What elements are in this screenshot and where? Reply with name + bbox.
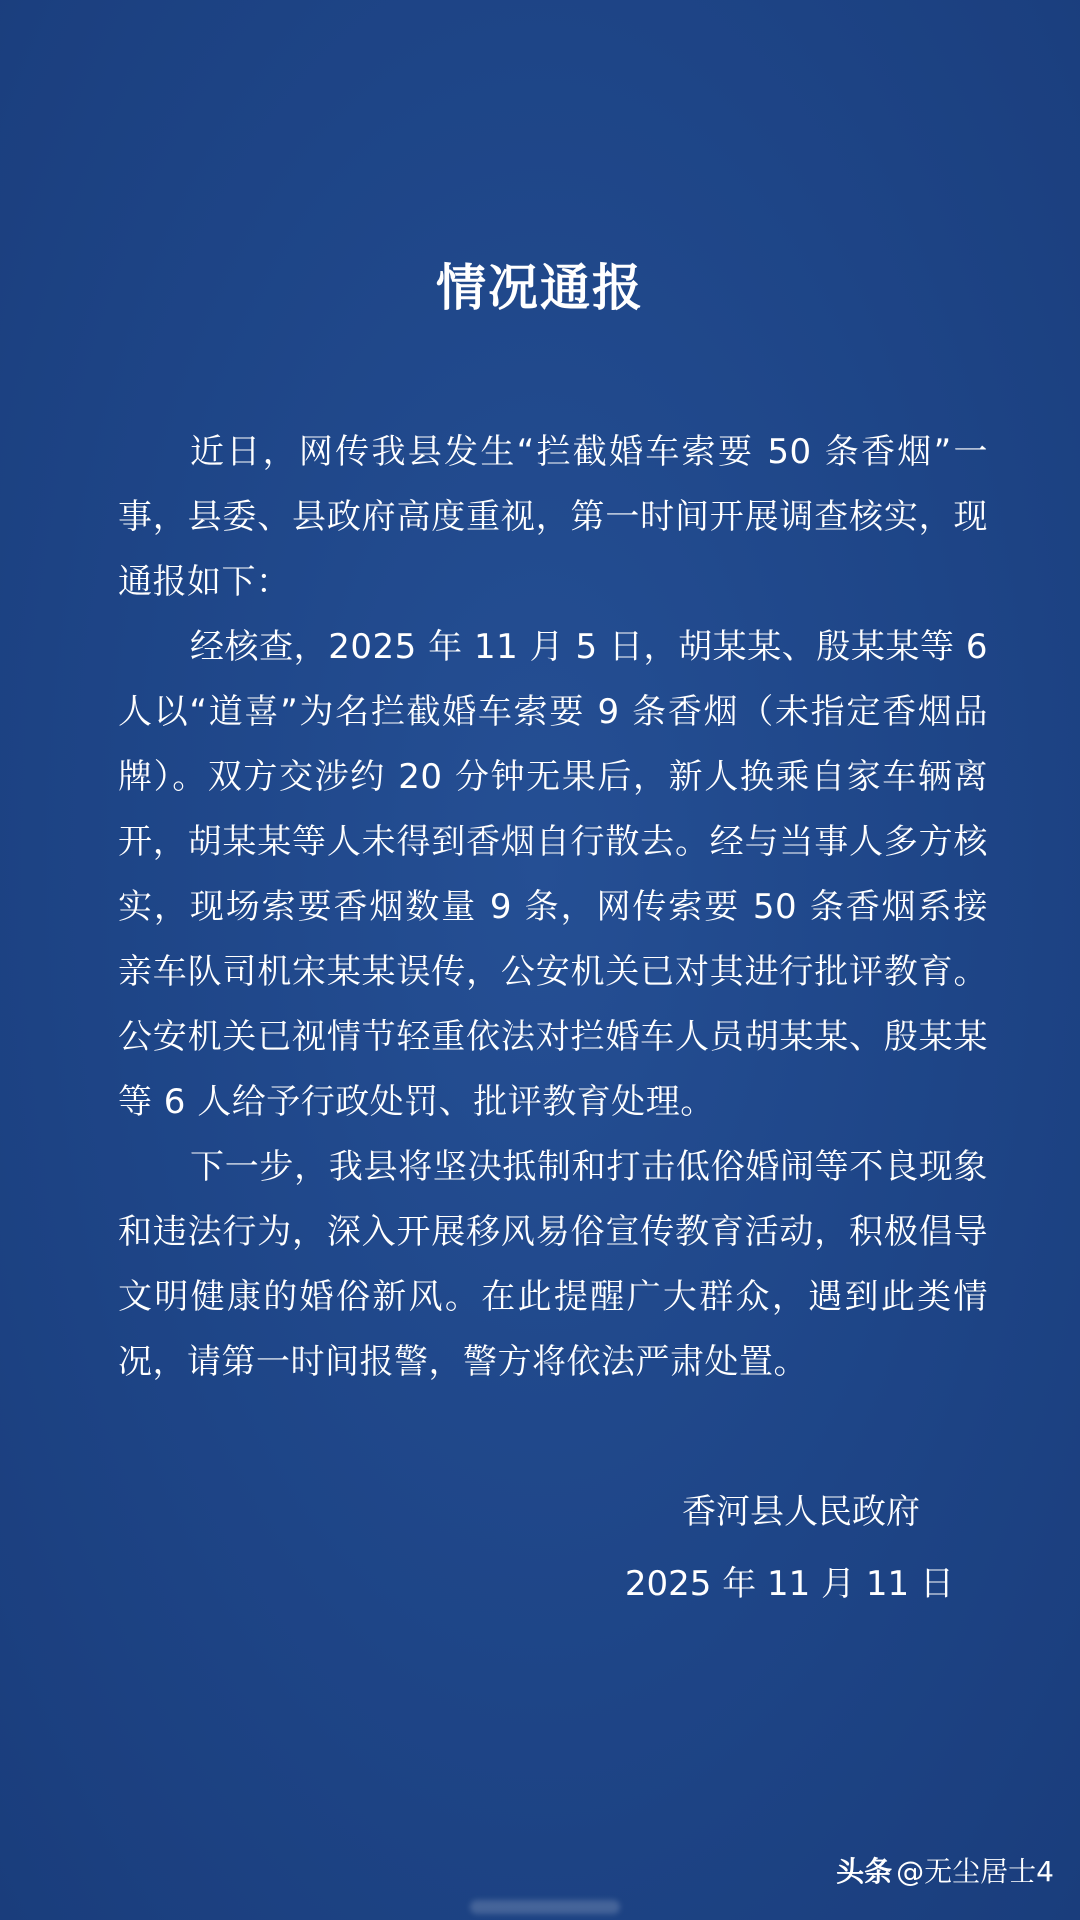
signature-organization: 香河县人民政府 xyxy=(682,1492,920,1532)
notice-body xyxy=(118,420,988,1395)
signature-date: 2025 年 11 月 11 日 xyxy=(624,1564,954,1604)
blurred-mark xyxy=(470,1900,620,1914)
notice-paragraph-1: 近日，网传我县发生“拦截婚车索要 50 条香烟”一事，县委、县政府高度重视，第一时间开展调查核实，现通报如下： xyxy=(118,432,988,602)
notice-title: 情况通报 xyxy=(436,258,644,317)
notice-paragraph-2: 经核查，2025 年 11 月 5 日，胡某某、殷某某等 6 人以“道喜”为名拦截婚车索要 9 条香烟（未指定香烟品牌）。双方交涉约 20 分钟无果后，新人换乘自家车辆离开，胡某某等人未得到香烟自行散去。经与当事人多方核实，现场索要香烟数量 9 条，网传索要 50 条香烟系接亲车队司机宋某某误传，公安机关已对其进行批评教育。公安机关已视情节轻重依法对拦婚车人员胡某某、殷某某等 6 人给予行政处罚、批评教育处理。 xyxy=(118,627,988,1122)
source-watermark xyxy=(836,1854,1054,1890)
notice-signature xyxy=(624,1477,954,1619)
notice-paragraph-3: 下一步，我县将坚决抵制和打击低俗婚闹等不良现象和违法行为，深入开展移风易俗宣传教育活动，积极倡导文明健康的婚俗新风。在此提醒广大群众，遇到此类情况，请第一时间报警，警方将依法严肃处置。 xyxy=(118,1147,988,1382)
watermark-brand: 头条 xyxy=(836,1855,893,1888)
watermark-handle: @无尘居士4 xyxy=(896,1855,1054,1888)
